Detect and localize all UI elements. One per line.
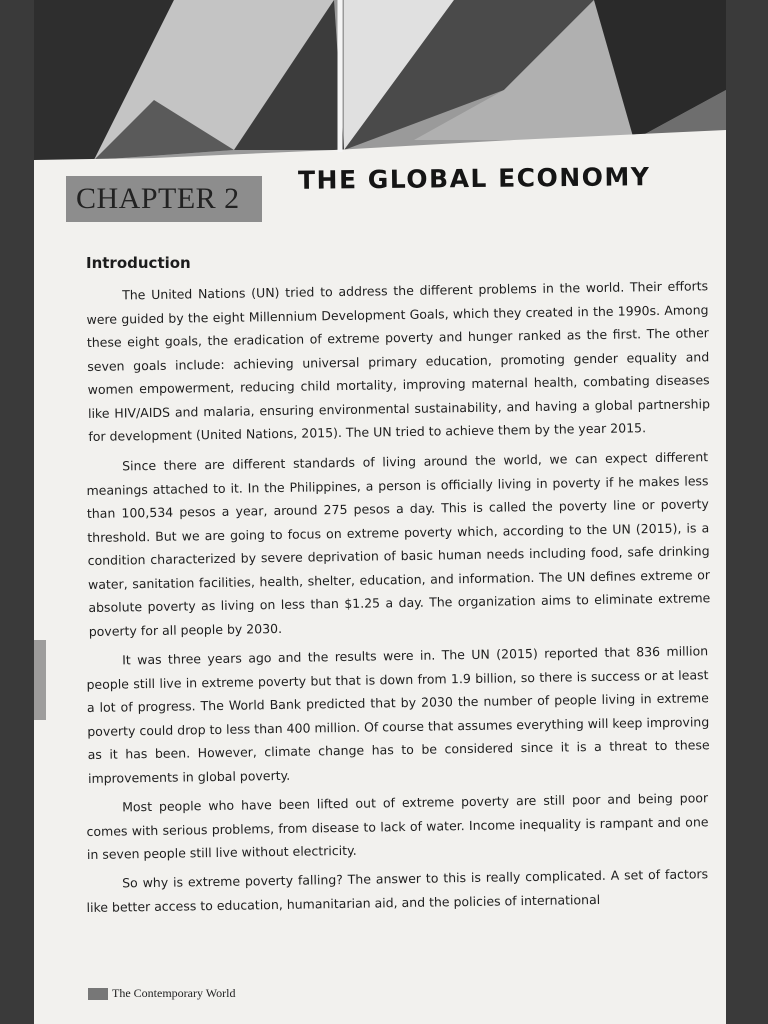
footer-text: The Contemporary World <box>112 986 236 1000</box>
book-page <box>34 0 726 1024</box>
body-text <box>86 254 711 925</box>
geometric-banner-image <box>34 0 726 160</box>
page-footer <box>88 986 235 1001</box>
section-heading: Introduction <box>86 254 191 272</box>
paragraph: It was three years ago and the results were in. The UN (2015) reported that 836 million people still live in extreme poverty but that is down from 1.9 billion, so there is success or at least a lot of progress. The World Bank predicted that by 2030 the number of people living in extreme poverty could drop to less than 400 million. Of course that assumes everything will keep improving as it has been. However, climate change has to be considered since it is a threat to these improvements in global poverty. <box>86 642 710 785</box>
chapter-title: THE GLOBAL ECONOMY <box>297 162 651 195</box>
paragraph: So why is extreme poverty falling? The answer to this is really complicated. A set of factors like better access to education, humanitarian aid, and the policies of international <box>86 866 709 915</box>
paragraph: Most people who have been lifted out of extreme poverty are still poor and being poor comes with serious problems, from disease to lack of water. Income inequality is rampant and one in seven people still live without electricity. <box>86 789 709 862</box>
chapter-label: CHAPTER 2 <box>66 176 262 222</box>
page-shadow <box>34 640 46 720</box>
paragraph: The United Nations (UN) tried to address the different problems in the world. Their efforts were guided by the eight Millennium Development Goals, which they created in the 1990s. Among these eight goals, the eradication of extreme poverty and hunger ranked as the first. The other seven goals include: achieving universal primary education, promoting gender equality and women empowerment, reducing child mortality, improving maternal health, combating diseases like HIV/AIDS and malaria, ensuring environmental sustainability, and having a global partnership for development (United Nations, 2015). The UN tried to achieve them by the year 2015. <box>86 278 711 444</box>
footer-ornament-icon <box>88 988 108 1000</box>
paragraph: Since there are different standards of living around the world, we can expect different meanings attached to it. In the Philippines, a person is officially living in poverty if he makes less than 100,534 pesos a year, around 275 pesos a day. This is called the poverty line or poverty threshold. But we are going to focus on extreme poverty which, according to the UN (2015), is a condition characterized by severe deprivation of basic human needs including food, safe drinking water, sanitation facilities, health, shelter, education, and information. The UN defines extreme or absolute poverty as living on less than $1.25 a day. The organization aims to eliminate extreme poverty for all people by 2030. <box>86 448 711 638</box>
